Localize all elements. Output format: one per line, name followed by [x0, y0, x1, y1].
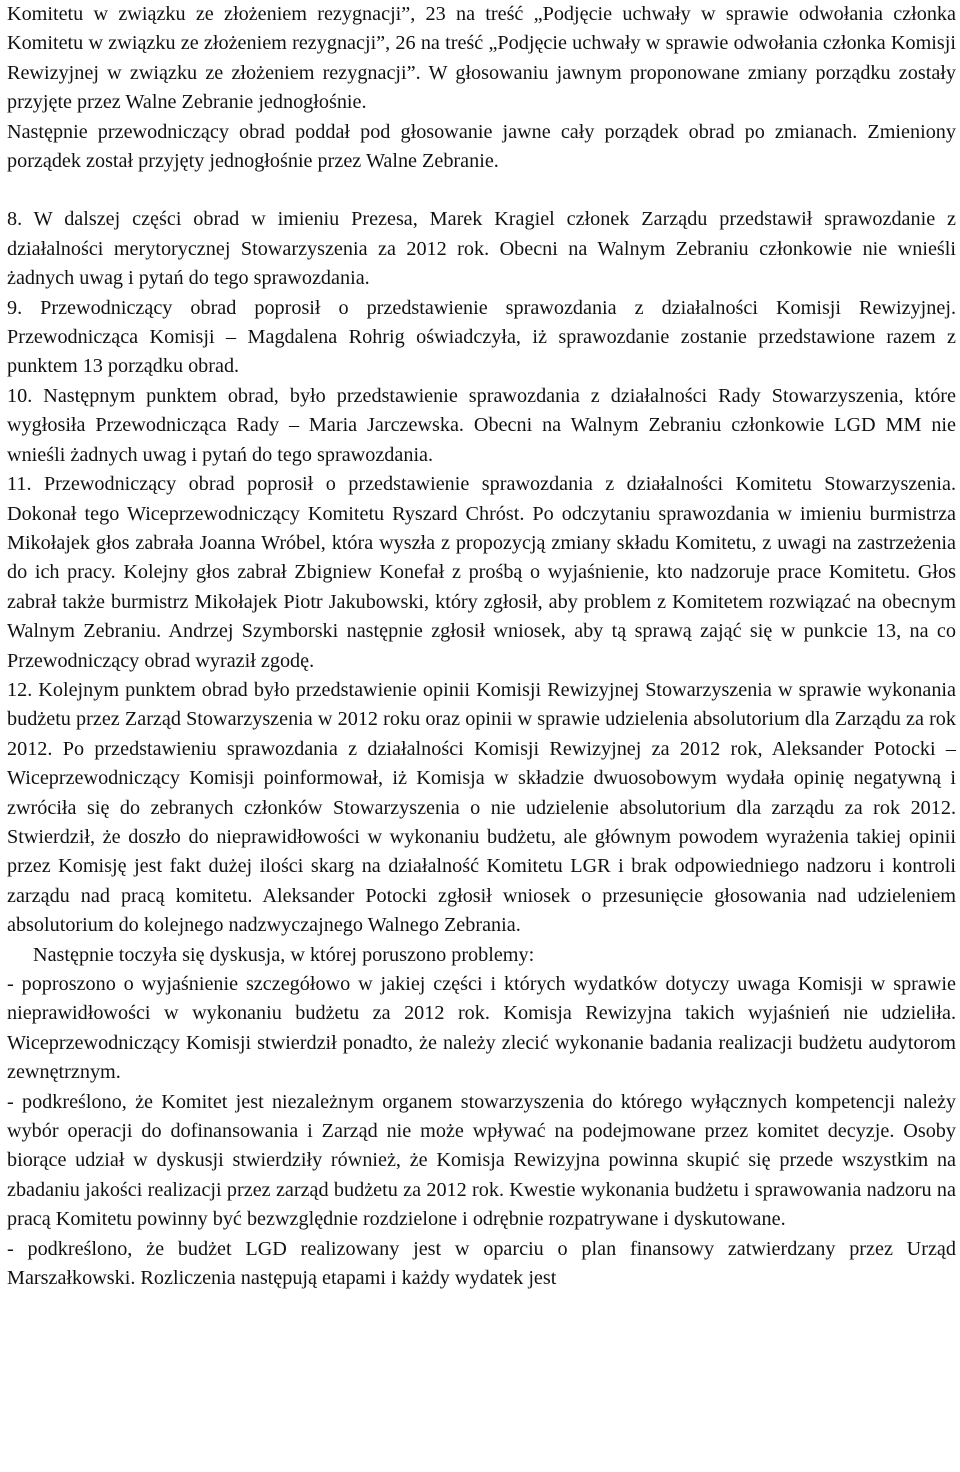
paragraph-agenda-changes: Komitetu w związku ze złożeniem rezygnacji”, 23 na treść „Podjęcie uchwały w sprawie odwołania członka Komitetu w związku ze złożeniem rezygnacji”, 26 na treść „Podjęcie uchwały w sprawie odwołania członka Komisji Rewizyjnej w związku ze złożeniem rezygnacji”. W głosowaniu jawnym proponowane zmiany porządku zostały przyjęte przez Walne Zebranie jednogłośnie.	[7, 3, 956, 114]
paragraph-item-11: 11. Przewodniczący obrad poprosił o przedstawienie sprawozdania z działalności Komitetu Stowarzyszenia. Dokonał tego Wiceprzewodniczący Komitetu Ryszard Chróst. Po odczytaniu sprawozdania w imieniu burmistrza Mikołajek głos zabrała Joanna Wróbel, która wyszła z propozycją zmiany składu Komitetu, z uwagi na zastrzeżenia do ich pracy. Kolejny głos zabrał Zbigniew Konefał z prośbą o wyjaśnienie, kto nadzoruje prace Komitetu. Głos zabrał także burmistrz Mikołajek Piotr Jakubowski, który zgłosił, aby problem z Komitetem rozwiązać na obecnym Walnym Zebraniu. Andrzej Szymborski następnie zgłosił wniosek, aby tą sprawą zająć się w punkcie 13, na co Przewodniczący obrad wyraził zgodę.	[7, 473, 956, 672]
paragraph-discussion-point-2: - podkreślono, że Komitet jest niezależnym organem stowarzyszenia do którego wyłącznych kompetencji należy wybór operacji do dofinansowania i Zarząd nie może wpływać na podejmowane przez komitet decyzje. Osoby biorące udział w dyskusji stwierdziły również, że Komisja Rewizyjna powinna skupić się przede wszystkim na zbadaniu jakości realizacji przez zarząd budżetu za 2012 rok. Kwestie wykonania budżetu i sprawowania nadzoru na pracą Komitetu powinny być bezwzględnie rozdzielone i odrębnie rozpatrywane i dyskutowane.	[7, 1090, 956, 1231]
paragraph-discussion-point-3: - podkreślono, że budżet LGD realizowany jest w oparciu o plan finansowy zatwierdzany przez Urząd Marszałkowski. Rozliczenia następują etapami i każdy wydatek jest	[7, 1237, 956, 1290]
paragraph-item-9: 9. Przewodniczący obrad poprosił o przedstawienie sprawozdania z działalności Komisji Rewizyjnej. Przewodnicząca Komisji – Magdalena Rohrig oświadczyła, iż sprawozdanie zostanie przedstawione razem z punktem 13 porządku obrad.	[7, 296, 956, 378]
paragraph-item-10: 10. Następnym punktem obrad, było przedstawienie sprawozdania z działalności Rady Stowarzyszenia, które wygłosiła Przewodnicząca Rady – Maria Jarczewska. Obecni na Walnym Zebraniu członkowie LGD MM nie wnieśli żadnych uwag i pytań do tego sprawozdania.	[7, 384, 956, 466]
paragraph-discussion-intro: Następnie toczyła się dyskusja, w której poruszono problemy:	[33, 943, 535, 966]
paragraph-discussion-point-1: - poproszono o wyjaśnienie szczegółowo w jakiej części i których wydatków dotyczy uwaga Komisji w sprawie nieprawidłowości w wykonaniu budżetu za 2012 rok. Komisja Rewizyjna takich wyjaśnień nie udzieliła. Wiceprzewodniczący Komisji stwierdził ponadto, że należy zlecić wykonanie badania realizacji budżetu audytorom zewnętrznym.	[7, 973, 956, 1084]
paragraph-item-12: 12. Kolejnym punktem obrad było przedstawienie opinii Komisji Rewizyjnej Stowarzyszenia w sprawie wykonania budżetu przez Zarząd Stowarzyszenia w 2012 roku oraz opinii w sprawie udzielenia absolutorium dla Zarządu za rok 2012. Po przedstawieniu sprawozdania z działalności Komisji Rewizyjnej za 2012 rok, Aleksander Potocki – Wiceprzewodniczący Komisji poinformował, iż Komisja w składzie dwuosobowym wydała opinię negatywną i zwróciła się do zebranych członków Stowarzyszenia o nie udzielenie absolutorium dla zarządu za rok 2012. Stwierdził, że doszło do nieprawidłowości w wykonaniu budżetu, ale głównym powodem wyrażenia takiej opinii przez Komisję jest fakt dużej ilości skarg na działalność Komitetu LGR i brak odpowiedniego nadzoru i kontroli zarządu nad pracą komitetu. Aleksander Potocki zgłosił wniosek o przesunięcie głosowania nad udzieleniem absolutorium do kolejnego nadzwyczajnego Walnego Zebrania.	[7, 678, 956, 937]
paragraph-item-8: 8. W dalszej części obrad w imieniu Prezesa, Marek Kragiel członek Zarządu przedstawił sprawozdanie z działalności merytorycznej Stowarzyszenia za 2012 rok. Obecni na Walnym Zebraniu członkowie nie wnieśli żadnych uwag i pytań do tego sprawozdania.	[7, 208, 956, 290]
paragraph-agenda-vote: Następnie przewodniczący obrad poddał pod głosowanie jawne cały porządek obrad po zmianach. Zmieniony porządek został przyjęty jednogłośnie przez Walne Zebranie.	[7, 120, 956, 173]
